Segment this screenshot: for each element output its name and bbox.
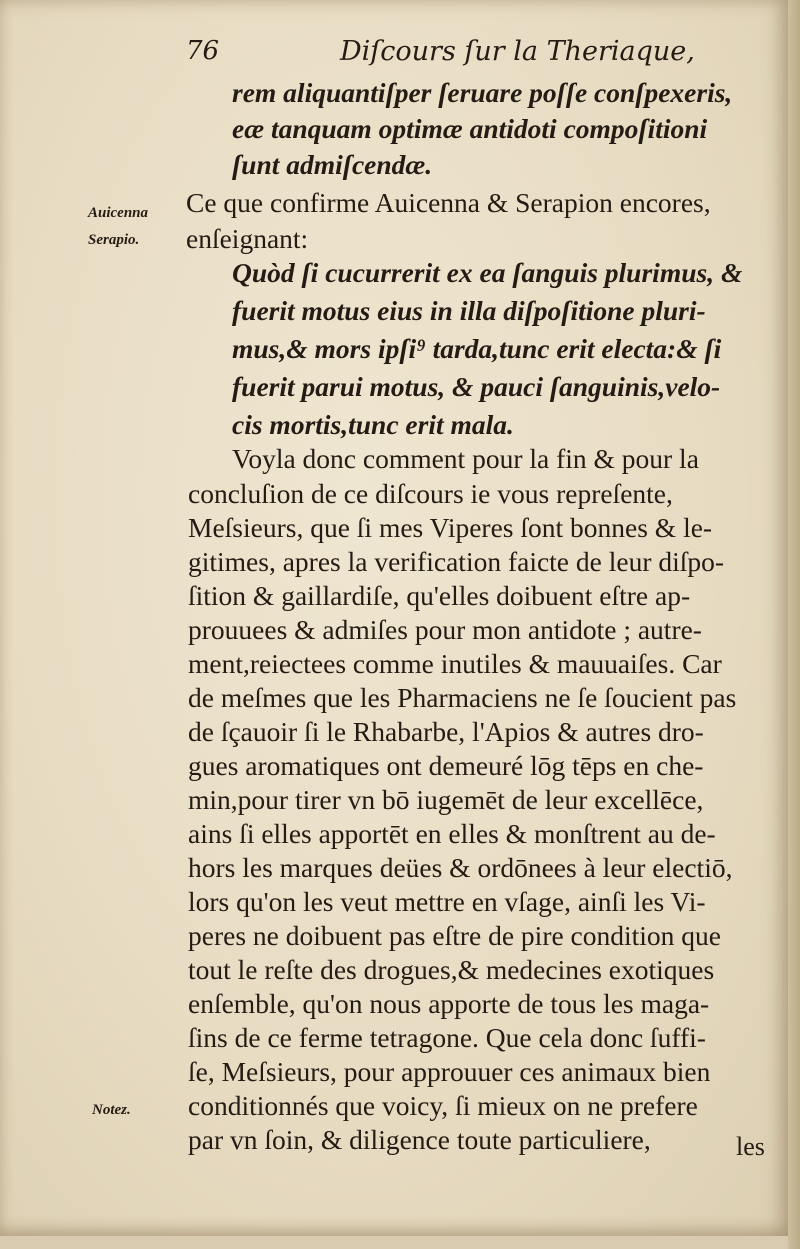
text-line: enſeignant: [186,223,309,254]
text-line: par vn ſoin, & diligence toute particuliere, [188,1124,651,1155]
text-line: lors qu'on les veut mettre en vſage, ainſi les Vi- [188,886,706,917]
text-line: Voyla donc comment pour la fin & pour la [232,443,699,474]
text-line: ſins de ce ferme tetragone. Que cela donc ſuffi- [188,1022,706,1053]
text-line: ſition & gaillardiſe, qu'elles doibuent eſtre ap- [188,580,691,611]
latin-quote-line: cis mortis,tunc erit mala. [232,409,514,440]
text-line: gues aromatiques ont demeuré lōg tēps en che- [188,750,704,781]
text-line: peres ne doibuent pas eſtre de pire condition que [188,920,722,951]
margin-note-serapio: Serapio. [88,232,140,248]
text-line: Ce que confirme Auicenna & Serapion encores, [186,187,711,218]
latin-quote-line: rem aliquantiſper ſeruare poſſe conſpexeris, [232,77,733,108]
page-header [0,30,800,74]
text-line: enſemble, qu'on nous apporte de tous les maga- [188,988,710,1019]
text-line: ment,reiectees comme inutiles & mauuaiſes. Car [188,648,722,679]
latin-quote-line: ſunt admiſcendæ. [232,149,433,180]
page-edge [788,0,800,1249]
text-line: min,pour tirer vn bō iugemēt de leur excellēce, [188,784,704,815]
running-title: Diſcours ſur la Theriaque, [340,36,695,67]
text-line: gitimes, apres la verification faicte de leur diſpo- [188,546,725,577]
latin-quote-line: fuerit parui motus, & pauci ſanguinis,velo- [232,371,721,402]
margin-note-notez: Notez. [92,1102,131,1118]
latin-quote-line: mus,& mors ipſi⁹ tarda,tunc erit electa:& ſi [232,333,722,364]
text-line: prouuees & admiſes pour mon antidote ; autre- [188,614,702,645]
latin-quote-line: fuerit motus eius in illa diſpoſitione pluri- [232,295,706,326]
text-line: conditionnés que voicy, ſi mieux on ne prefere [188,1090,698,1121]
text-line: tout le reſte des drogues,& medecines exotiques [188,954,715,985]
text-line: Meſsieurs, que ſi mes Viperes ſont bonnes & le- [188,512,713,543]
latin-quote-line: eæ tanquam optimæ antidoti compoſitioni [232,113,708,144]
text-line: de ſçauoir ſi le Rhabarbe, l'Apios & autres dro- [188,716,704,747]
text-line: ſe, Meſsieurs, pour approuuer ces animaux bien [188,1056,711,1087]
catchword: les [736,1132,765,1161]
margin-note-auicenna: Auicenna [88,205,149,221]
page-number: 76 [186,36,220,66]
text-line: concluſion de ce diſcours ie vous repreſente, [188,478,673,509]
text-line: de meſmes que les Pharmaciens ne ſe ſoucient pas [188,682,737,713]
latin-quote-line: Quòd ſi cucurrerit ex ea ſanguis plurimus, & [232,257,743,288]
text-line: hors les marques deües & ordōnees à leur electiō, [188,852,733,883]
text-line: ains ſi elles apportēt en elles & monſtrent au de- [188,818,716,849]
